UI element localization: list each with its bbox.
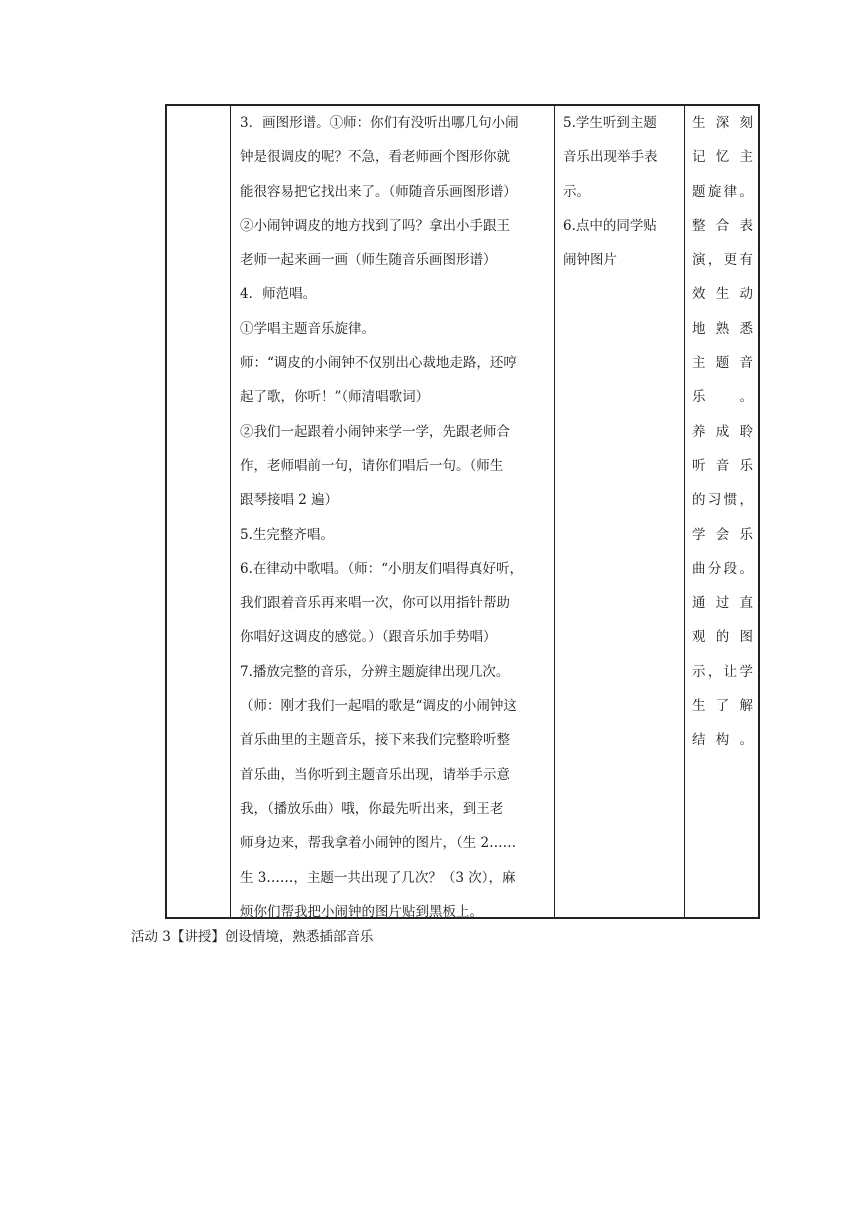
design-intent-line: 地熟悉 <box>692 320 753 337</box>
procedure-text-line: 老师一起来画一画（师生随音乐画图形谱） <box>240 252 497 269</box>
student-activity-line: 6.点中的同学贴 <box>563 217 657 234</box>
procedure-text-line: 烦你们帮我把小闹钟的图片贴到黑板上。 <box>240 903 483 920</box>
procedure-text-line: 5.生完整齐唱。 <box>240 526 334 543</box>
procedure-text-line: 生 3……，主题一共出现了几次？（3 次），麻 <box>240 869 516 886</box>
design-intent-line: 演，更有 <box>692 252 753 269</box>
student-activity-cell <box>555 105 685 918</box>
table-row <box>166 105 759 918</box>
procedure-text-line: 你唱好这调皮的感觉。）（跟音乐加手势唱） <box>240 629 497 646</box>
design-intent-line: 的习惯， <box>692 492 753 509</box>
procedure-text-line: 3．画图形谱。①师：你们有没听出哪几句小闹 <box>240 115 519 131</box>
procedure-text-line: 作，老师唱前一句，请你们唱后一句。（师生 <box>240 457 504 474</box>
design-intent-line: 生了解 <box>692 698 753 715</box>
lesson-plan-table <box>165 104 760 919</box>
procedure-text-line: 起了歌，你听！”（师清唱歌词） <box>240 389 430 406</box>
design-intent-line: 主题音 <box>692 355 753 372</box>
procedure-text-line: 跟琴接唱 2 遍） <box>240 492 339 509</box>
student-activity-line: 音乐出现举手表 <box>563 149 658 166</box>
student-activity-line: 闹钟图片 <box>563 252 617 269</box>
procedure-text-line: ①学唱主题音乐旋律。 <box>240 320 375 337</box>
procedure-text-line: 我们跟着音乐再来唱一次，你可以用指针帮助 <box>240 595 510 612</box>
design-intent-line: 学会乐 <box>692 526 753 543</box>
procedure-text-line: 首乐曲里的主题音乐，接下来我们完整聆听整 <box>240 732 510 749</box>
design-intent-line: 生深刻 <box>692 115 753 131</box>
procedure-text-line: 能很容易把它找出来了。（师随音乐画图形谱） <box>240 183 517 200</box>
design-intent-line: 养成聆 <box>692 423 753 440</box>
procedure-text-line: 师身边来，帮我拿着小闹钟的图片，（生 2…… <box>240 835 517 852</box>
procedure-text-line: 6.在律动中歌唱。（师：“小朋友们唱得真好听， <box>240 560 524 577</box>
procedure-text-line: 师：“调皮的小闹钟不仅别出心裁地走路，还哼 <box>240 355 517 372</box>
design-intent-line: 整合表 <box>692 217 753 234</box>
design-intent-line: 通过直 <box>692 595 753 612</box>
design-intent-line: 乐。 <box>692 389 753 406</box>
design-intent-line: 观的图 <box>692 629 753 646</box>
student-activity-line: 示。 <box>563 183 590 200</box>
procedure-text-line: （师：刚才我们一起唱的歌是“调皮的小闹钟这 <box>240 698 517 715</box>
design-intent-line: 结构。 <box>692 732 753 749</box>
activity-caption: 活动 3【讲授】创设情境，熟悉插部音乐 <box>131 929 374 945</box>
procedure-text-line: ②小闹钟调皮的地方找到了吗？拿出小手跟王 <box>240 217 510 234</box>
student-activity-line: 5.学生听到主题 <box>563 115 657 131</box>
design-intent-line: 效生动 <box>692 286 753 303</box>
procedure-text-line: ②我们一起跟着小闹钟来学一学，先跟老师合 <box>240 423 510 440</box>
stage-cell <box>166 105 231 918</box>
design-intent-line: 听音乐 <box>692 457 753 474</box>
design-intent-line: 示，让学 <box>692 663 753 680</box>
procedure-text-line: 首乐曲，当你听到主题音乐出现，请举手示意 <box>240 766 510 783</box>
procedure-text-line: 我，（播放乐曲）哦，你最先听出来，到王老 <box>240 800 504 817</box>
procedure-text-line: 7.播放完整的音乐，分辨主题旋律出现几次。 <box>240 663 510 680</box>
design-intent-cell <box>685 105 760 918</box>
design-intent-line: 记忆主 <box>692 149 753 166</box>
design-intent-line: 题旋律。 <box>692 183 753 200</box>
design-intent-line: 曲分段。 <box>692 560 753 577</box>
procedure-text-line: 4．师范唱。 <box>240 286 317 303</box>
teacher-activity-cell <box>231 105 555 918</box>
procedure-text-line: 钟是很调皮的呢？不急，看老师画个图形你就 <box>240 149 510 166</box>
